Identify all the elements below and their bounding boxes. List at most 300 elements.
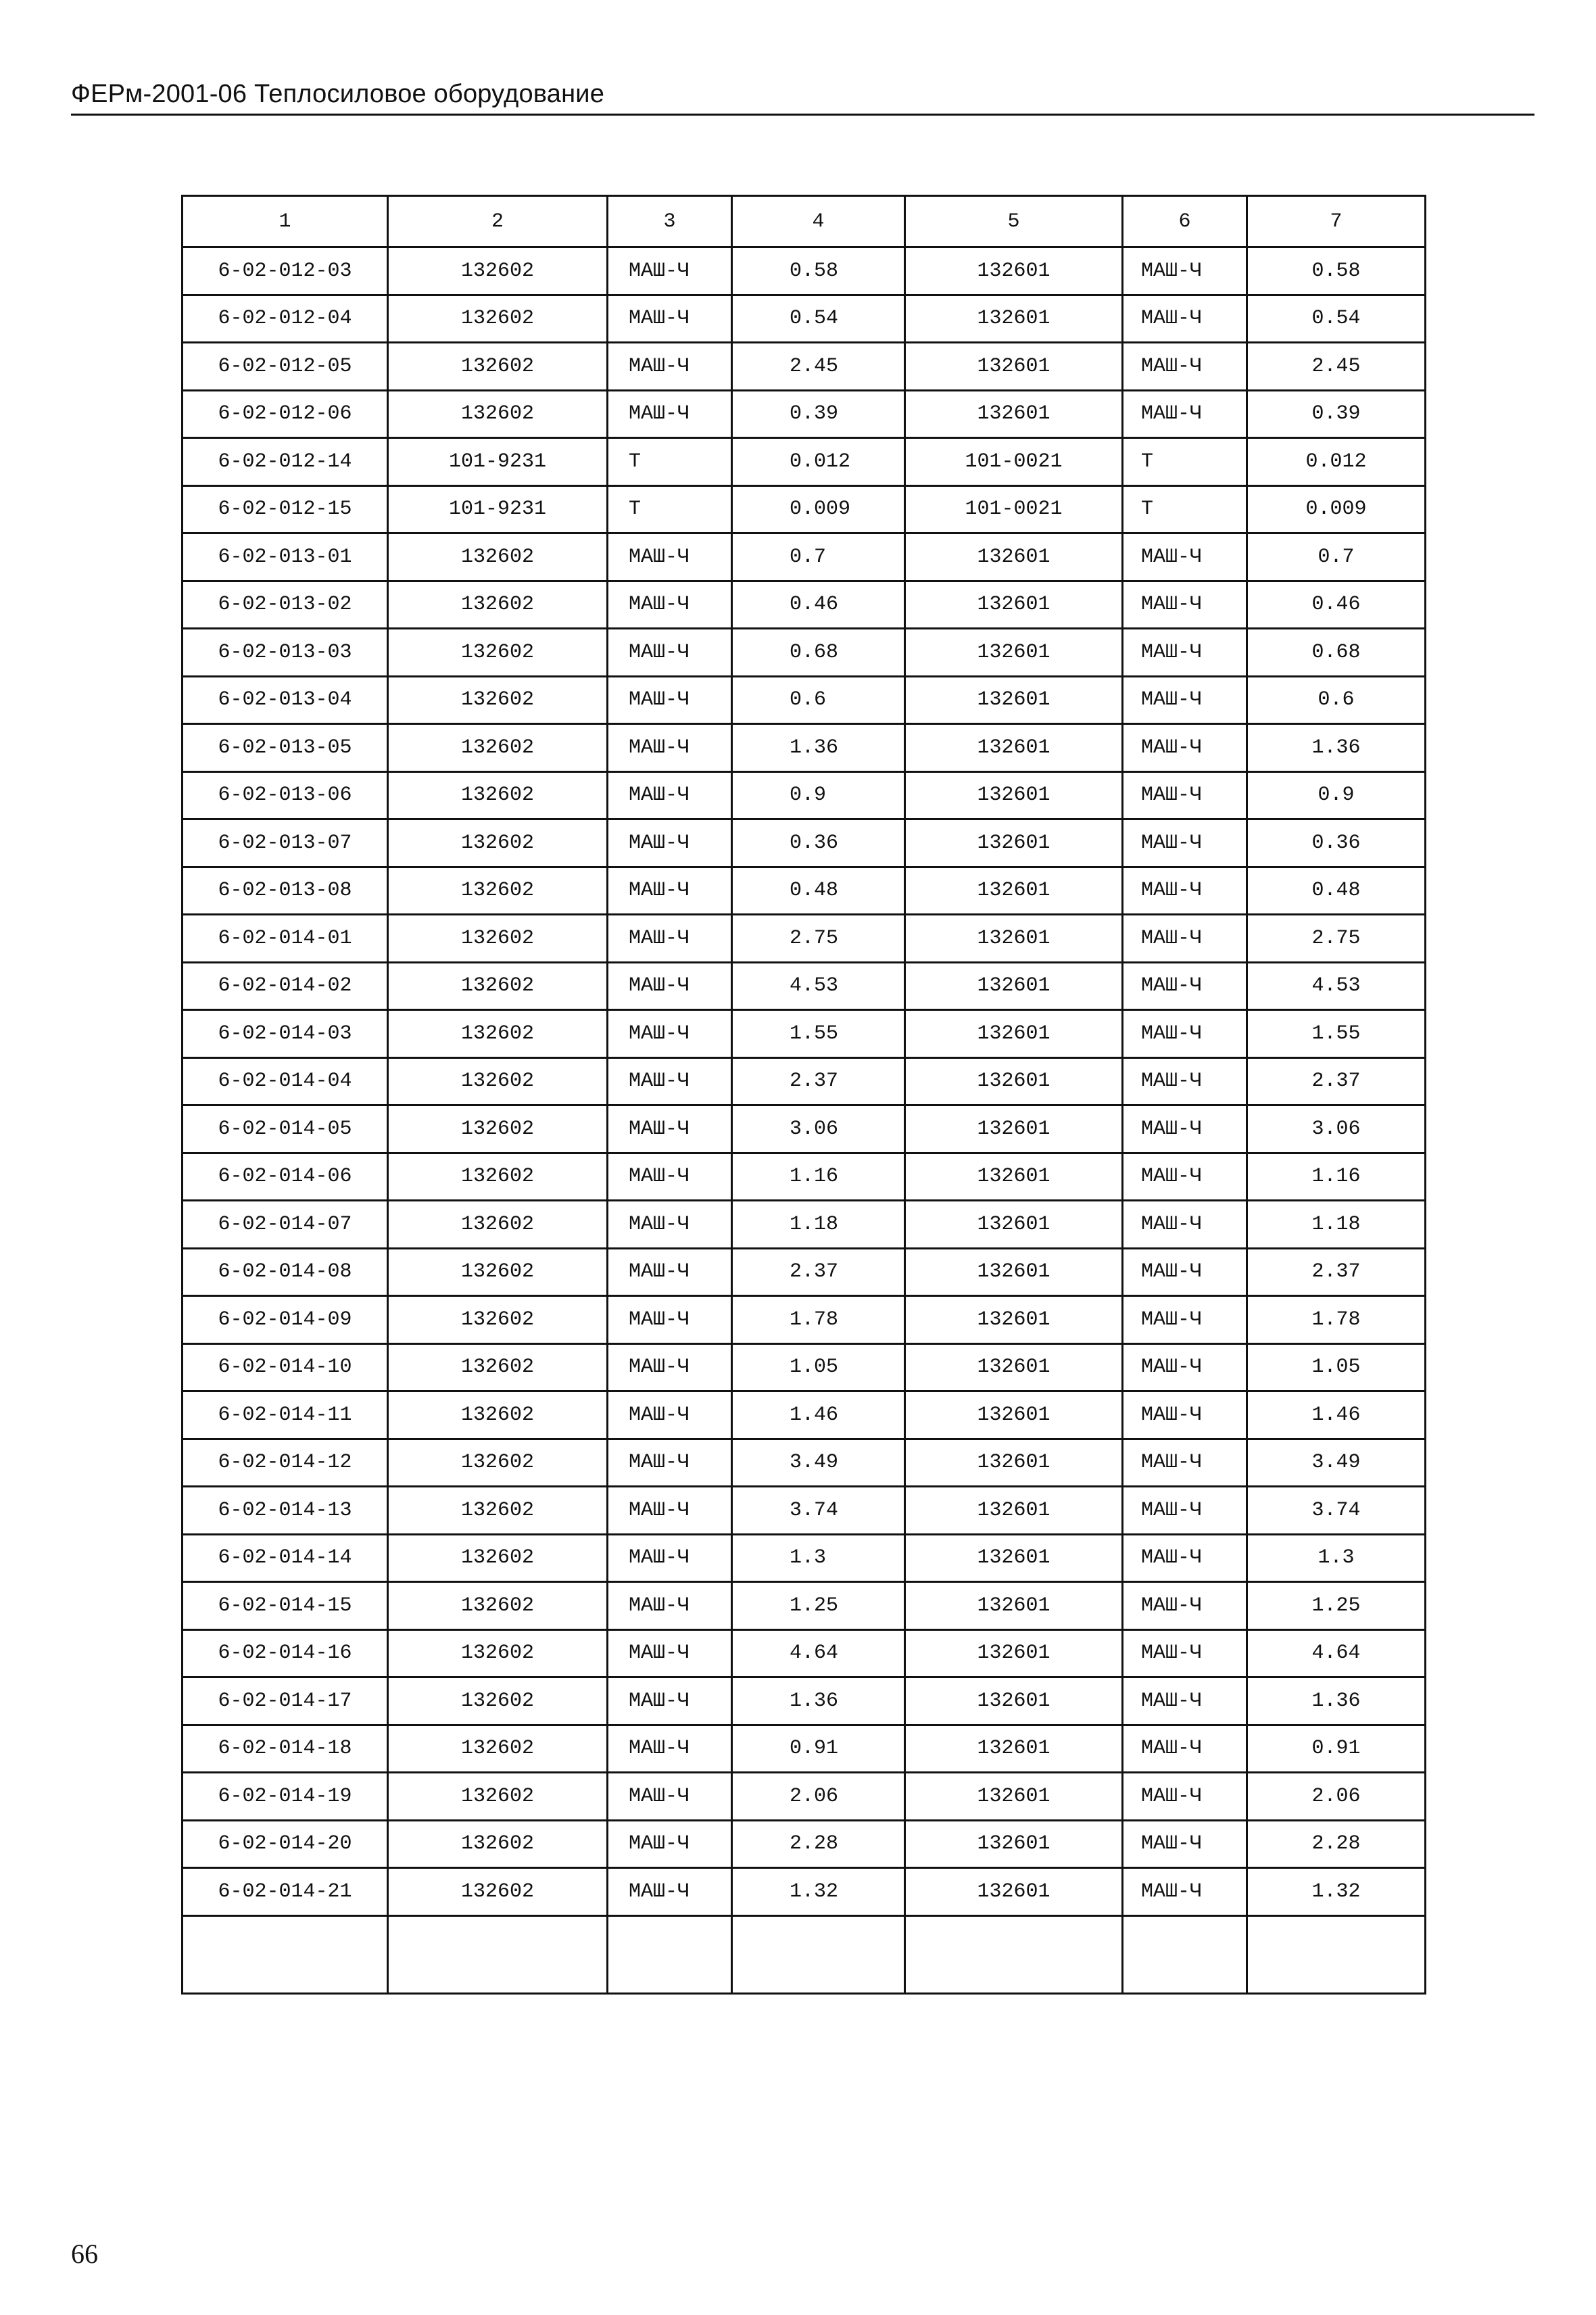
cell-unit: МАШ-Ч xyxy=(608,1534,732,1582)
cell-quantity: 3.74 xyxy=(732,1487,905,1535)
cell-unit: МАШ-Ч xyxy=(608,724,732,772)
cell-alt-resource-code: 132601 xyxy=(905,295,1123,343)
cell-alt-unit: МАШ-Ч xyxy=(1123,1868,1247,1916)
table-row xyxy=(183,1725,1426,1773)
column-header-6: 6 xyxy=(1123,196,1247,247)
cell-unit: МАШ-Ч xyxy=(608,1391,732,1439)
cell-alt-unit: МАШ-Ч xyxy=(1123,1105,1247,1153)
cell-alt-unit: МАШ-Ч xyxy=(1123,295,1247,343)
table-row xyxy=(183,485,1426,533)
cell-alt-quantity: 0.6 xyxy=(1247,676,1426,724)
cell-alt-resource-code: 132601 xyxy=(905,1820,1123,1868)
cell-resource-code: 132602 xyxy=(388,581,608,629)
cell-alt-unit: МАШ-Ч xyxy=(1123,390,1247,438)
cell-alt-quantity: 3.49 xyxy=(1247,1439,1426,1487)
cell-alt-unit: МАШ-Ч xyxy=(1123,1296,1247,1344)
cell-resource-code: 132602 xyxy=(388,1153,608,1201)
table-row xyxy=(183,343,1426,391)
cell-alt-unit: МАШ-Ч xyxy=(1123,343,1247,391)
table-row xyxy=(183,533,1426,581)
cell-alt-quantity: 1.3 xyxy=(1247,1534,1426,1582)
cell-alt-quantity: 3.06 xyxy=(1247,1105,1426,1153)
cell-resource-code: 132602 xyxy=(388,390,608,438)
cell-empty xyxy=(388,1915,608,1993)
cell-code: 6-02-014-09 xyxy=(183,1296,388,1344)
cell-code: 6-02-014-07 xyxy=(183,1201,388,1249)
cell-unit: Т xyxy=(608,438,732,486)
cell-alt-unit: МАШ-Ч xyxy=(1123,915,1247,963)
cell-alt-quantity: 0.91 xyxy=(1247,1725,1426,1773)
cell-unit: МАШ-Ч xyxy=(608,1296,732,1344)
table-row xyxy=(183,247,1426,295)
cell-alt-unit: МАШ-Ч xyxy=(1123,771,1247,819)
cell-alt-quantity: 0.54 xyxy=(1247,295,1426,343)
cell-quantity: 4.64 xyxy=(732,1629,905,1677)
table-row xyxy=(183,1820,1426,1868)
cell-code: 6-02-014-02 xyxy=(183,962,388,1010)
cell-resource-code: 132602 xyxy=(388,676,608,724)
cell-alt-resource-code: 132601 xyxy=(905,1248,1123,1296)
cell-alt-unit: МАШ-Ч xyxy=(1123,581,1247,629)
cell-alt-quantity: 2.06 xyxy=(1247,1773,1426,1821)
cell-unit: МАШ-Ч xyxy=(608,1820,732,1868)
cell-alt-quantity: 2.75 xyxy=(1247,915,1426,963)
cell-alt-quantity: 1.16 xyxy=(1247,1153,1426,1201)
cell-alt-resource-code: 132601 xyxy=(905,915,1123,963)
cell-alt-quantity: 4.53 xyxy=(1247,962,1426,1010)
cell-alt-resource-code: 132601 xyxy=(905,724,1123,772)
table-row xyxy=(183,1010,1426,1058)
cell-alt-quantity: 1.78 xyxy=(1247,1296,1426,1344)
cell-code: 6-02-014-04 xyxy=(183,1057,388,1105)
cell-unit: МАШ-Ч xyxy=(608,1201,732,1249)
cell-resource-code: 132602 xyxy=(388,1439,608,1487)
cell-resource-code: 132602 xyxy=(388,295,608,343)
cell-resource-code: 132602 xyxy=(388,533,608,581)
cell-code: 6-02-013-08 xyxy=(183,867,388,915)
table-row xyxy=(183,1534,1426,1582)
cell-alt-resource-code: 132601 xyxy=(905,1629,1123,1677)
cell-unit: МАШ-Ч xyxy=(608,1629,732,1677)
cell-quantity: 1.36 xyxy=(732,1677,905,1725)
cell-resource-code: 132602 xyxy=(388,724,608,772)
cell-code: 6-02-013-04 xyxy=(183,676,388,724)
cell-quantity: 1.36 xyxy=(732,724,905,772)
cell-resource-code: 132602 xyxy=(388,1343,608,1391)
cell-alt-resource-code: 132601 xyxy=(905,1343,1123,1391)
cell-alt-resource-code: 132601 xyxy=(905,581,1123,629)
cell-alt-unit: МАШ-Ч xyxy=(1123,676,1247,724)
cell-alt-quantity: 1.25 xyxy=(1247,1582,1426,1630)
page-number: 66 xyxy=(71,2239,98,2269)
cell-alt-unit: МАШ-Ч xyxy=(1123,533,1247,581)
cell-empty xyxy=(732,1915,905,1993)
table-row xyxy=(183,390,1426,438)
table-row xyxy=(183,1868,1426,1916)
cell-resource-code: 132602 xyxy=(388,629,608,677)
column-header-2: 2 xyxy=(388,196,608,247)
cell-resource-code: 132602 xyxy=(388,915,608,963)
cell-quantity: 2.45 xyxy=(732,343,905,391)
cell-quantity: 4.53 xyxy=(732,962,905,1010)
cell-unit: МАШ-Ч xyxy=(608,533,732,581)
cell-alt-quantity: 0.39 xyxy=(1247,390,1426,438)
cell-code: 6-02-014-21 xyxy=(183,1868,388,1916)
cell-alt-quantity: 1.36 xyxy=(1247,1677,1426,1725)
cell-alt-quantity: 0.009 xyxy=(1247,485,1426,533)
cell-code: 6-02-014-01 xyxy=(183,915,388,963)
cell-alt-quantity: 2.37 xyxy=(1247,1057,1426,1105)
cell-alt-quantity: 1.05 xyxy=(1247,1343,1426,1391)
table-row xyxy=(183,819,1426,867)
cell-unit: Т xyxy=(608,485,732,533)
cell-code: 6-02-014-16 xyxy=(183,1629,388,1677)
page-header-title: ФЕРм-2001-06 Теплосиловое оборудование xyxy=(71,80,605,108)
cell-alt-unit: МАШ-Ч xyxy=(1123,1773,1247,1821)
table-row xyxy=(183,295,1426,343)
cell-unit: МАШ-Ч xyxy=(608,1677,732,1725)
cell-alt-quantity: 2.28 xyxy=(1247,1820,1426,1868)
cell-empty xyxy=(183,1915,388,1993)
cell-code: 6-02-014-08 xyxy=(183,1248,388,1296)
cell-alt-quantity: 2.45 xyxy=(1247,343,1426,391)
cell-alt-quantity: 1.18 xyxy=(1247,1201,1426,1249)
cell-alt-unit: МАШ-Ч xyxy=(1123,629,1247,677)
column-header-1: 1 xyxy=(183,196,388,247)
cell-alt-quantity: 2.37 xyxy=(1247,1248,1426,1296)
cell-alt-resource-code: 132601 xyxy=(905,533,1123,581)
cell-resource-code: 132602 xyxy=(388,1534,608,1582)
cell-unit: МАШ-Ч xyxy=(608,1153,732,1201)
table-row xyxy=(183,724,1426,772)
cell-alt-quantity: 4.64 xyxy=(1247,1629,1426,1677)
cell-unit: МАШ-Ч xyxy=(608,1105,732,1153)
cell-alt-quantity: 0.36 xyxy=(1247,819,1426,867)
cell-unit: МАШ-Ч xyxy=(608,1773,732,1821)
cell-code: 6-02-012-15 xyxy=(183,485,388,533)
table-row xyxy=(183,1153,1426,1201)
table-row xyxy=(183,1105,1426,1153)
cell-empty xyxy=(1247,1915,1426,1993)
cell-alt-unit: МАШ-Ч xyxy=(1123,1820,1247,1868)
table-row-empty xyxy=(183,1915,1426,1993)
cell-alt-quantity: 0.48 xyxy=(1247,867,1426,915)
cell-alt-unit: МАШ-Ч xyxy=(1123,1153,1247,1201)
cell-code: 6-02-014-13 xyxy=(183,1487,388,1535)
cell-alt-resource-code: 132601 xyxy=(905,1201,1123,1249)
cell-quantity: 0.36 xyxy=(732,819,905,867)
cell-alt-resource-code: 132601 xyxy=(905,247,1123,295)
cell-quantity: 1.3 xyxy=(732,1534,905,1582)
cell-code: 6-02-014-05 xyxy=(183,1105,388,1153)
cell-alt-quantity: 0.68 xyxy=(1247,629,1426,677)
cell-unit: МАШ-Ч xyxy=(608,1439,732,1487)
cell-quantity: 1.25 xyxy=(732,1582,905,1630)
cell-resource-code: 132602 xyxy=(388,1057,608,1105)
table-row xyxy=(183,629,1426,677)
cell-alt-unit: МАШ-Ч xyxy=(1123,1010,1247,1058)
cell-quantity: 1.16 xyxy=(732,1153,905,1201)
cell-unit: МАШ-Ч xyxy=(608,1010,732,1058)
cell-unit: МАШ-Ч xyxy=(608,1487,732,1535)
table-row xyxy=(183,1343,1426,1391)
cell-alt-quantity: 0.9 xyxy=(1247,771,1426,819)
cell-alt-unit: МАШ-Ч xyxy=(1123,1582,1247,1630)
cell-alt-unit: МАШ-Ч xyxy=(1123,819,1247,867)
cell-code: 6-02-013-07 xyxy=(183,819,388,867)
cell-quantity: 1.05 xyxy=(732,1343,905,1391)
table-row xyxy=(183,438,1426,486)
cell-code: 6-02-013-06 xyxy=(183,771,388,819)
table-row xyxy=(183,581,1426,629)
cell-alt-resource-code: 132601 xyxy=(905,1296,1123,1344)
cell-alt-unit: МАШ-Ч xyxy=(1123,724,1247,772)
cell-alt-unit: МАШ-Ч xyxy=(1123,1534,1247,1582)
cell-empty xyxy=(1123,1915,1247,1993)
cell-code: 6-02-012-05 xyxy=(183,343,388,391)
cell-unit: МАШ-Ч xyxy=(608,1343,732,1391)
cell-alt-quantity: 1.46 xyxy=(1247,1391,1426,1439)
cell-alt-resource-code: 132601 xyxy=(905,1010,1123,1058)
cell-alt-resource-code: 132601 xyxy=(905,1773,1123,1821)
cell-unit: МАШ-Ч xyxy=(608,962,732,1010)
cell-resource-code: 132602 xyxy=(388,962,608,1010)
cell-alt-resource-code: 132601 xyxy=(905,1391,1123,1439)
cell-empty xyxy=(905,1915,1123,1993)
cell-resource-code: 132602 xyxy=(388,1010,608,1058)
cell-alt-quantity: 0.46 xyxy=(1247,581,1426,629)
cell-alt-unit: МАШ-Ч xyxy=(1123,1487,1247,1535)
cell-alt-resource-code: 132601 xyxy=(905,343,1123,391)
cell-resource-code: 132602 xyxy=(388,1582,608,1630)
cell-alt-unit: Т xyxy=(1123,438,1247,486)
cell-alt-resource-code: 132601 xyxy=(905,1677,1123,1725)
cell-alt-unit: МАШ-Ч xyxy=(1123,1439,1247,1487)
cell-alt-resource-code: 132601 xyxy=(905,676,1123,724)
cell-code: 6-02-012-03 xyxy=(183,247,388,295)
cell-quantity: 0.46 xyxy=(732,581,905,629)
rates-table xyxy=(181,195,1426,1995)
cell-unit: МАШ-Ч xyxy=(608,1248,732,1296)
table-row xyxy=(183,962,1426,1010)
cell-resource-code: 132602 xyxy=(388,247,608,295)
cell-alt-unit: МАШ-Ч xyxy=(1123,962,1247,1010)
column-header-4: 4 xyxy=(732,196,905,247)
table-row xyxy=(183,1629,1426,1677)
cell-resource-code: 101-9231 xyxy=(388,438,608,486)
cell-resource-code: 132602 xyxy=(388,1820,608,1868)
cell-resource-code: 132602 xyxy=(388,1677,608,1725)
cell-unit: МАШ-Ч xyxy=(608,1868,732,1916)
cell-unit: МАШ-Ч xyxy=(608,581,732,629)
table-header-row xyxy=(183,196,1426,247)
cell-resource-code: 132602 xyxy=(388,343,608,391)
column-header-5: 5 xyxy=(905,196,1123,247)
cell-quantity: 0.58 xyxy=(732,247,905,295)
table-row xyxy=(183,1773,1426,1821)
cell-quantity: 3.06 xyxy=(732,1105,905,1153)
cell-quantity: 0.91 xyxy=(732,1725,905,1773)
cell-alt-unit: МАШ-Ч xyxy=(1123,1057,1247,1105)
cell-alt-unit: МАШ-Ч xyxy=(1123,247,1247,295)
cell-alt-resource-code: 132601 xyxy=(905,390,1123,438)
cell-quantity: 1.55 xyxy=(732,1010,905,1058)
cell-alt-quantity: 1.32 xyxy=(1247,1868,1426,1916)
table-row xyxy=(183,1248,1426,1296)
cell-alt-resource-code: 132601 xyxy=(905,1439,1123,1487)
table-row xyxy=(183,1677,1426,1725)
cell-quantity: 3.49 xyxy=(732,1439,905,1487)
cell-code: 6-02-013-01 xyxy=(183,533,388,581)
cell-unit: МАШ-Ч xyxy=(608,1057,732,1105)
cell-quantity: 0.39 xyxy=(732,390,905,438)
cell-alt-resource-code: 132601 xyxy=(905,1105,1123,1153)
cell-alt-resource-code: 132601 xyxy=(905,1582,1123,1630)
cell-quantity: 0.6 xyxy=(732,676,905,724)
cell-resource-code: 132602 xyxy=(388,771,608,819)
cell-unit: МАШ-Ч xyxy=(608,1725,732,1773)
cell-alt-unit: МАШ-Ч xyxy=(1123,867,1247,915)
cell-quantity: 0.9 xyxy=(732,771,905,819)
cell-alt-unit: МАШ-Ч xyxy=(1123,1677,1247,1725)
cell-code: 6-02-012-14 xyxy=(183,438,388,486)
cell-alt-resource-code: 132601 xyxy=(905,1868,1123,1916)
cell-code: 6-02-014-10 xyxy=(183,1343,388,1391)
column-header-3: 3 xyxy=(608,196,732,247)
cell-resource-code: 132602 xyxy=(388,1773,608,1821)
cell-code: 6-02-014-11 xyxy=(183,1391,388,1439)
cell-alt-quantity: 3.74 xyxy=(1247,1487,1426,1535)
cell-quantity: 2.75 xyxy=(732,915,905,963)
cell-resource-code: 132602 xyxy=(388,1487,608,1535)
cell-quantity: 1.46 xyxy=(732,1391,905,1439)
cell-code: 6-02-014-20 xyxy=(183,1820,388,1868)
cell-alt-quantity: 0.7 xyxy=(1247,533,1426,581)
cell-resource-code: 132602 xyxy=(388,1868,608,1916)
cell-unit: МАШ-Ч xyxy=(608,915,732,963)
cell-alt-unit: МАШ-Ч xyxy=(1123,1343,1247,1391)
table-row xyxy=(183,867,1426,915)
cell-alt-resource-code: 132601 xyxy=(905,1057,1123,1105)
cell-unit: МАШ-Ч xyxy=(608,295,732,343)
cell-alt-resource-code: 132601 xyxy=(905,962,1123,1010)
cell-resource-code: 132602 xyxy=(388,1296,608,1344)
table-row xyxy=(183,1582,1426,1630)
cell-code: 6-02-012-06 xyxy=(183,390,388,438)
column-header-7: 7 xyxy=(1247,196,1426,247)
table-row xyxy=(183,1201,1426,1249)
cell-resource-code: 132602 xyxy=(388,1201,608,1249)
cell-alt-unit: Т xyxy=(1123,485,1247,533)
table-row xyxy=(183,1391,1426,1439)
cell-resource-code: 132602 xyxy=(388,1105,608,1153)
cell-quantity: 0.48 xyxy=(732,867,905,915)
table-row xyxy=(183,1439,1426,1487)
cell-resource-code: 132602 xyxy=(388,1629,608,1677)
cell-unit: МАШ-Ч xyxy=(608,676,732,724)
cell-quantity: 1.18 xyxy=(732,1201,905,1249)
cell-code: 6-02-014-18 xyxy=(183,1725,388,1773)
cell-code: 6-02-013-02 xyxy=(183,581,388,629)
cell-alt-quantity: 1.36 xyxy=(1247,724,1426,772)
cell-code: 6-02-014-03 xyxy=(183,1010,388,1058)
cell-alt-unit: МАШ-Ч xyxy=(1123,1629,1247,1677)
cell-empty xyxy=(608,1915,732,1993)
table-row xyxy=(183,915,1426,963)
table-row xyxy=(183,1487,1426,1535)
cell-code: 6-02-014-19 xyxy=(183,1773,388,1821)
table-row xyxy=(183,771,1426,819)
cell-alt-unit: МАШ-Ч xyxy=(1123,1201,1247,1249)
rates-table-body xyxy=(183,196,1426,1994)
cell-quantity: 2.28 xyxy=(732,1820,905,1868)
cell-code: 6-02-013-03 xyxy=(183,629,388,677)
cell-quantity: 2.37 xyxy=(732,1057,905,1105)
cell-unit: МАШ-Ч xyxy=(608,629,732,677)
cell-quantity: 1.32 xyxy=(732,1868,905,1916)
cell-resource-code: 132602 xyxy=(388,867,608,915)
cell-code: 6-02-014-15 xyxy=(183,1582,388,1630)
cell-alt-resource-code: 132601 xyxy=(905,629,1123,677)
cell-resource-code: 132602 xyxy=(388,1391,608,1439)
cell-alt-resource-code: 132601 xyxy=(905,1153,1123,1201)
cell-unit: МАШ-Ч xyxy=(608,1582,732,1630)
cell-unit: МАШ-Ч xyxy=(608,390,732,438)
cell-resource-code: 132602 xyxy=(388,1248,608,1296)
cell-code: 6-02-014-17 xyxy=(183,1677,388,1725)
header-divider xyxy=(71,114,1534,116)
cell-unit: МАШ-Ч xyxy=(608,247,732,295)
cell-unit: МАШ-Ч xyxy=(608,819,732,867)
cell-alt-resource-code: 132601 xyxy=(905,1725,1123,1773)
cell-quantity: 2.06 xyxy=(732,1773,905,1821)
cell-alt-resource-code: 132601 xyxy=(905,1534,1123,1582)
cell-alt-resource-code: 132601 xyxy=(905,867,1123,915)
cell-code: 6-02-013-05 xyxy=(183,724,388,772)
cell-unit: МАШ-Ч xyxy=(608,343,732,391)
cell-resource-code: 132602 xyxy=(388,1725,608,1773)
table-row xyxy=(183,1296,1426,1344)
cell-code: 6-02-014-12 xyxy=(183,1439,388,1487)
table-row xyxy=(183,676,1426,724)
cell-alt-resource-code: 101-0021 xyxy=(905,485,1123,533)
cell-alt-resource-code: 101-0021 xyxy=(905,438,1123,486)
cell-alt-unit: МАШ-Ч xyxy=(1123,1248,1247,1296)
cell-alt-resource-code: 132601 xyxy=(905,1487,1123,1535)
cell-alt-resource-code: 132601 xyxy=(905,771,1123,819)
cell-resource-code: 132602 xyxy=(388,819,608,867)
cell-alt-quantity: 0.012 xyxy=(1247,438,1426,486)
cell-quantity: 0.009 xyxy=(732,485,905,533)
cell-alt-unit: МАШ-Ч xyxy=(1123,1725,1247,1773)
cell-quantity: 1.78 xyxy=(732,1296,905,1344)
cell-quantity: 0.7 xyxy=(732,533,905,581)
cell-alt-unit: МАШ-Ч xyxy=(1123,1391,1247,1439)
cell-alt-resource-code: 132601 xyxy=(905,819,1123,867)
cell-quantity: 0.012 xyxy=(732,438,905,486)
cell-quantity: 0.68 xyxy=(732,629,905,677)
cell-code: 6-02-014-14 xyxy=(183,1534,388,1582)
cell-unit: МАШ-Ч xyxy=(608,771,732,819)
cell-code: 6-02-012-04 xyxy=(183,295,388,343)
cell-resource-code: 101-9231 xyxy=(388,485,608,533)
cell-unit: МАШ-Ч xyxy=(608,867,732,915)
cell-code: 6-02-014-06 xyxy=(183,1153,388,1201)
cell-quantity: 0.54 xyxy=(732,295,905,343)
table-row xyxy=(183,1057,1426,1105)
cell-alt-quantity: 0.58 xyxy=(1247,247,1426,295)
cell-alt-quantity: 1.55 xyxy=(1247,1010,1426,1058)
